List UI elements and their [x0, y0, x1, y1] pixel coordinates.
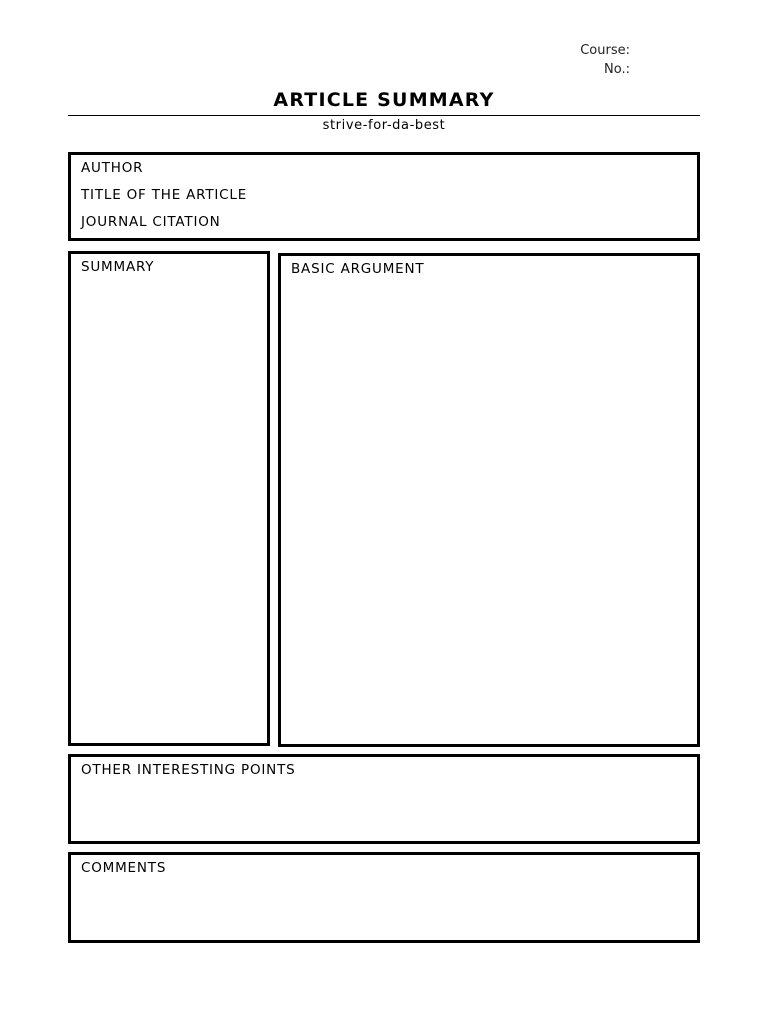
summary-label: SUMMARY: [81, 259, 155, 275]
article-title-label: TITLE OF THE ARTICLE: [81, 187, 248, 203]
other-points-label: OTHER INTERESTING POINTS: [81, 762, 296, 778]
summary-box[interactable]: [68, 251, 270, 746]
journal-citation-label: JOURNAL CITATION: [81, 214, 221, 230]
page-subtitle: strive-for-da-best: [322, 118, 446, 133]
title-divider: [68, 115, 700, 116]
course-label: Course:: [580, 43, 630, 58]
basic-argument-box[interactable]: [278, 253, 700, 747]
comments-box[interactable]: [68, 852, 700, 943]
article-info-box[interactable]: [68, 152, 700, 241]
page-title: ARTICLE SUMMARY: [273, 89, 495, 111]
number-label: No.:: [604, 62, 630, 77]
other-points-box[interactable]: [68, 754, 700, 844]
comments-label: COMMENTS: [81, 860, 167, 876]
basic-argument-label: BASIC ARGUMENT: [291, 261, 425, 277]
author-label: AUTHOR: [81, 160, 144, 176]
